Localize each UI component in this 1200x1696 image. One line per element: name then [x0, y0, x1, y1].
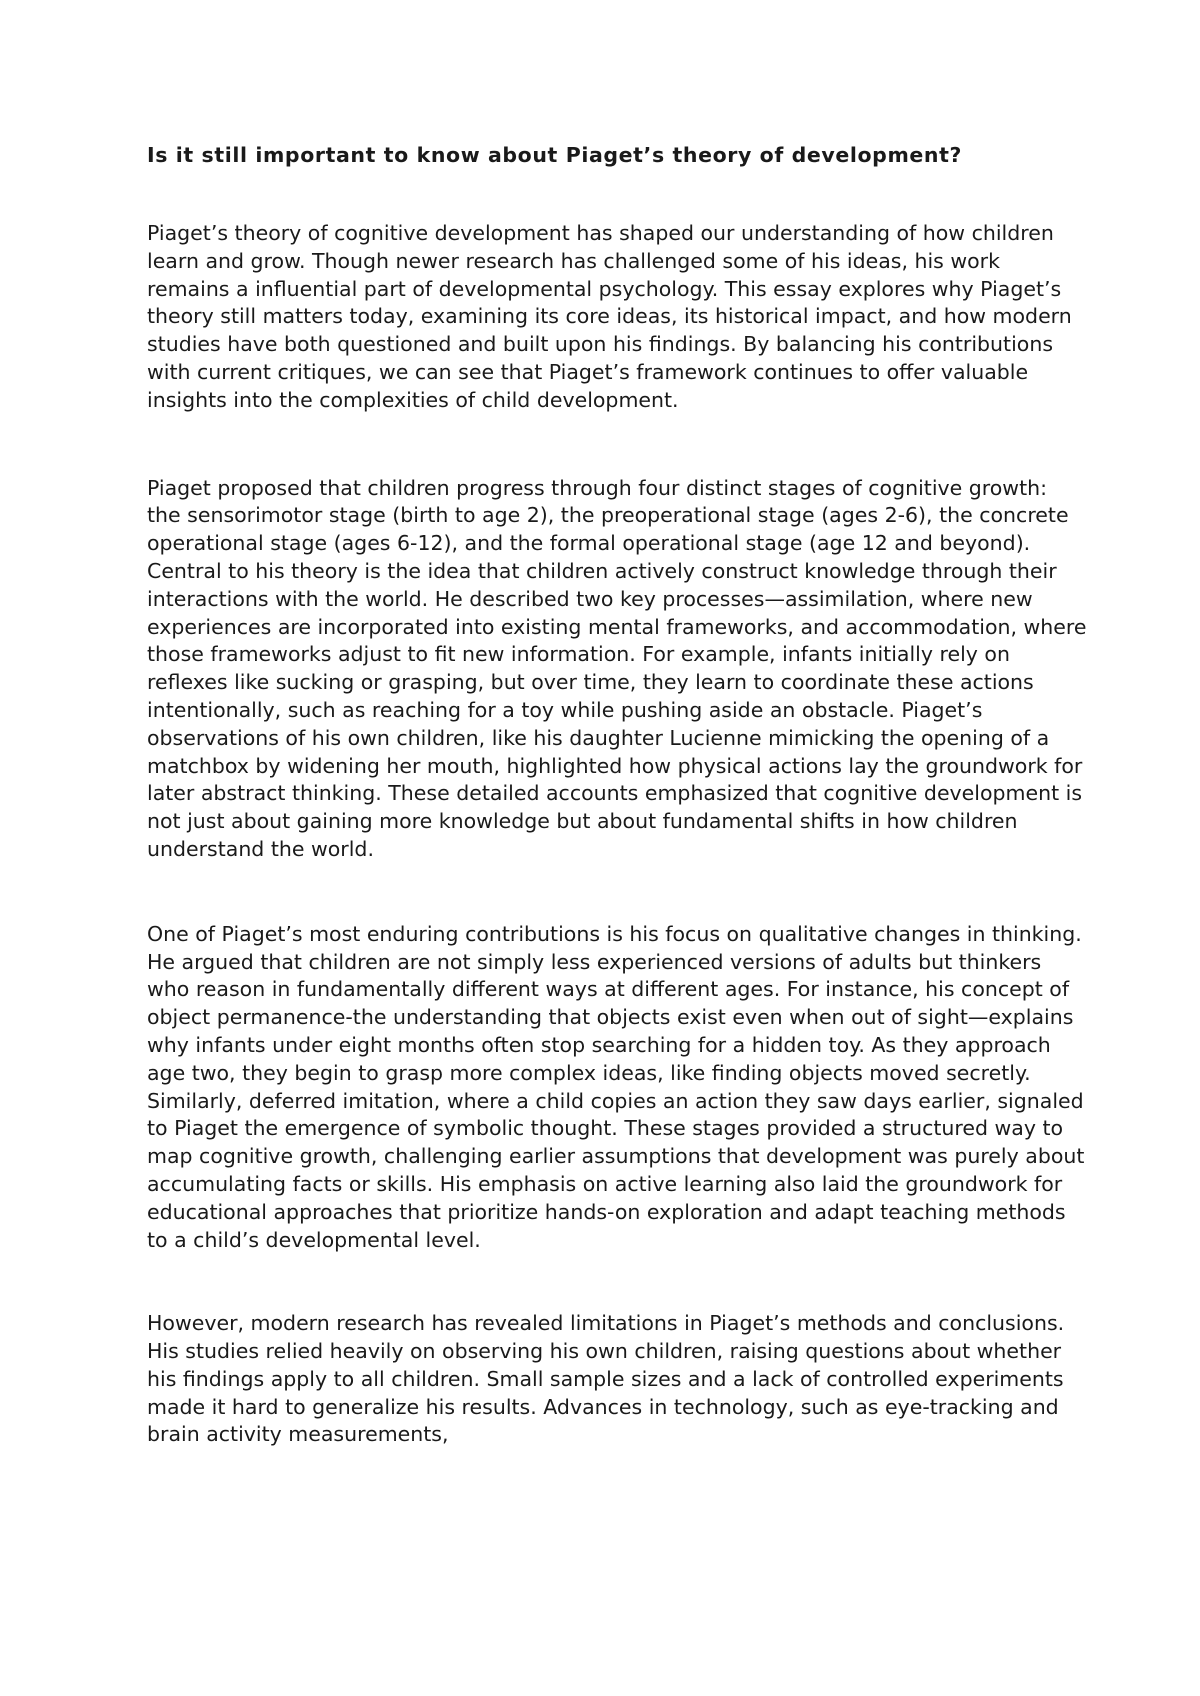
paragraph-qualitative-changes: One of Piaget’s most enduring contributions is his focus on qualitative changes in thinking. He argued that children are not simply less experienced versions of adults but thinkers who reason in fundamentally different ways at different ages. For instance, his concept of object permanence-the understanding that objects exist even when out of sight—explains why infants under eight months often stop searching for a hidden toy. As they approach age two, they begin to grasp more complex ideas, like finding objects moved secretly. Similarly, deferred imitation, where a child copies an action they saw days earlier, signaled to Piaget the emergence of symbolic thought. These stages provided a structured way to map cognitive growth, challenging earlier assumptions that development was purely about accumulating facts or skills. His emphasis on active learning also laid the groundwork for educational approaches that prioritize hands-on exploration and adapt teaching methods to a child’s developmental level.: [147, 921, 1085, 1252]
essay-title: Is it still important to know about Piaget’s theory of development?: [147, 143, 962, 167]
paragraph-limitations: However, modern research has revealed limitations in Piaget’s methods and conclusions. His studies relied heavily on observing his own children, raising questions about whether his findings apply to all children. Small sample sizes and a lack of controlled experiments made it hard to generalize his results. Advances in technology, such as eye-tracking and brain activity measurements,: [147, 1311, 1065, 1447]
paragraph-stages: Piaget proposed that children progress through four distinct stages of cognitive growth: the sensorimotor stage (birth to age 2), the preoperational stage (ages 2-6), the concrete operational stage (ages 6-12), and the formal operational stage (age 12 and beyond). Central to his theory is the idea that children actively construct knowledge through their interactions with the world. He described two key processes—assimilation, where new experiences are incorporated into existing mental frameworks, and accommodation, where those frameworks adjust to fit new information. For example, infants initially rely on reflexes like sucking or grasping, but over time, they learn to coordinate these actions intentionally, such as reaching for a toy while pushing aside an obstacle. Piaget’s observations of his own children, like his daughter Lucienne mimicking the opening of a matchbox by widening her mouth, highlighted how physical actions lay the groundwork for later abstract thinking. These detailed accounts emphasized that cognitive development is not just about gaining more knowledge but about fundamental shifts in how children understand the world.: [147, 475, 1087, 861]
document-page: [147, 138, 1087, 1505]
paragraph-introduction: Piaget’s theory of cognitive development has shaped our understanding of how children learn and grow. Though newer research has challenged some of his ideas, his work remains a influential part of developmental psychology. This essay explores why Piaget’s theory still matters today, examining its core ideas, its historical impact, and how modern studies have both questioned and built upon his findings. By balancing his contributions with current critiques, we can see that Piaget’s framework continues to offer valuable insights into the complexities of child development.: [147, 221, 1072, 412]
